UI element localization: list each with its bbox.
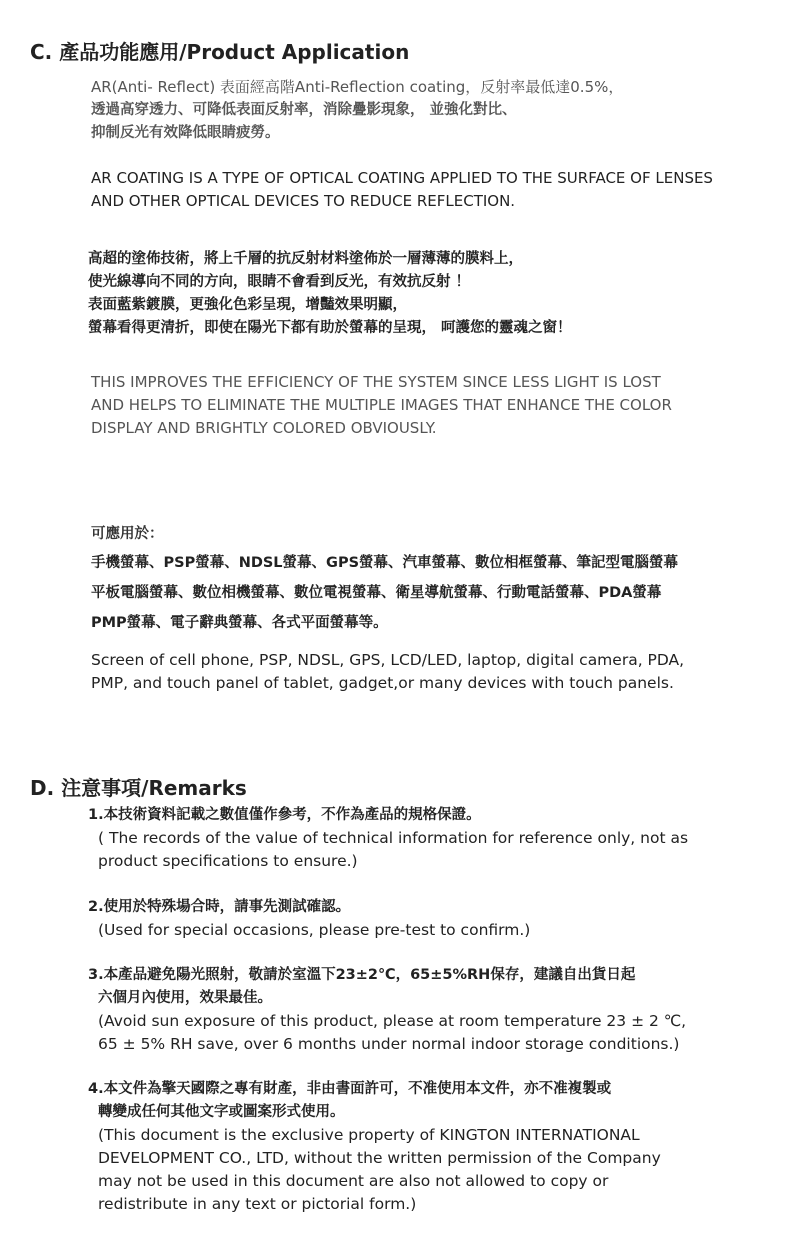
remark-en-line: 65 ± 5% RH save, over 6 months under normal indoor storage conditions.) bbox=[98, 1035, 680, 1053]
remark-en-line: ( The records of the value of technical information for reference only, not as bbox=[98, 829, 689, 847]
intro-zh-paragraph bbox=[91, 76, 623, 145]
applicable-en-paragraph bbox=[91, 649, 684, 695]
applicable-list-line: 平板電腦螢幕、數位相機螢幕、數位電視螢幕、衛星導航螢幕、行動電話螢幕、PDA螢幕 bbox=[91, 585, 662, 601]
tech-zh-line: 螢幕看得更清折，即使在陽光下都有助於螢幕的呈現， 呵護您的靈魂之窗！ bbox=[88, 320, 572, 336]
remark-item-3 bbox=[88, 964, 686, 1056]
tech-en-line: AND HELPS TO ELIMINATE THE MULTIPLE IMAGES THAT ENHANCE THE COLOR bbox=[91, 396, 672, 414]
tech-zh-line: 使光線導向不同的方向，眼睛不會看到反光，有效抗反射 ！ bbox=[88, 274, 471, 290]
remark-en-line: may not be used in this document are also not allowed to copy or bbox=[98, 1172, 609, 1190]
applicable-en-line: Screen of cell phone, PSP, NDSL, GPS, LCD/LED, laptop, digital camera, PDA, bbox=[91, 651, 685, 669]
tech-en-paragraph bbox=[91, 371, 672, 440]
applicable-list-line: PMP螢幕、電子辭典螢幕、各式平面螢幕等。 bbox=[91, 615, 388, 631]
remark-en-line: redistribute in any text or pictorial form.) bbox=[98, 1195, 417, 1213]
intro-en-line: AND OTHER OPTICAL DEVICES TO REDUCE REFLECTION. bbox=[91, 192, 516, 210]
applicable-label: 可應用於： bbox=[91, 526, 164, 542]
remark-en-line: DEVELOPMENT CO., LTD, without the written permission of the Company bbox=[98, 1149, 661, 1167]
applicable-list-line: 手機螢幕、PSP螢幕、NDSL螢幕、GPS螢幕、汽車螢幕、數位相框螢幕、筆記型電腦螢幕 bbox=[91, 555, 679, 571]
remark-item-4 bbox=[88, 1078, 661, 1216]
intro-en-paragraph bbox=[91, 167, 713, 213]
remark-zh-line: 1.本技術資料記載之數值僅作參考，不作為產品的規格保證。 bbox=[88, 807, 481, 823]
intro-zh-line: AR(Anti- Reflect) 表面經高階Anti-Reflection coating，反射率最低達0.5%， bbox=[91, 78, 624, 96]
remark-zh-line: 3.本產品避免陽光照射，敬請於室溫下23±2℃，65±5%RH保存，建議自出貨日起 bbox=[88, 967, 636, 983]
section-c-heading: C. 產品功能應用/Product Application bbox=[30, 40, 410, 64]
remark-zh-line: 2.使用於特殊場合時，請事先測試確認。 bbox=[88, 899, 351, 915]
remark-item-1 bbox=[88, 804, 688, 873]
applicable-en-line: PMP, and touch panel of tablet, gadget,or many devices with touch panels. bbox=[91, 674, 674, 692]
tech-zh-paragraph bbox=[88, 248, 572, 340]
intro-zh-line: 透過高穿透力、可降低表面反射率，消除疊影現象， 並強化對比、 bbox=[91, 102, 517, 118]
remark-zh-line: 六個月內使用，效果最佳。 bbox=[98, 990, 272, 1006]
remark-en-line: (Avoid sun exposure of this product, please at room temperature 23 ± 2 ℃, bbox=[98, 1012, 687, 1030]
tech-en-line: THIS IMPROVES THE EFFICIENCY OF THE SYSTEM SINCE LESS LIGHT IS LOST bbox=[91, 373, 661, 391]
intro-en-line: AR COATING IS A TYPE OF OPTICAL COATING APPLIED TO THE SURFACE OF LENSES bbox=[91, 169, 713, 187]
remark-en-line: (This document is the exclusive property of KINGTON INTERNATIONAL bbox=[98, 1126, 640, 1144]
remark-zh-line: 4.本文件為擎天國際之專有財產，非由書面許可，不准使用本文件，亦不准複製或 bbox=[88, 1081, 612, 1097]
tech-zh-line: 表面藍紫鍍膜，更強化色彩呈現，增豔效果明顯， bbox=[88, 297, 407, 313]
tech-zh-line: 高超的塗佈技術，將上千層的抗反射材料塗佈於一層薄薄的膜料上， bbox=[88, 251, 523, 267]
applicable-list bbox=[91, 548, 678, 638]
remark-item-2 bbox=[88, 896, 530, 942]
remark-en-line: product specifications to ensure.) bbox=[98, 852, 358, 870]
tech-en-line: DISPLAY AND BRIGHTLY COLORED OBVIOUSLY. bbox=[91, 419, 437, 437]
remark-zh-line: 轉變成任何其他文字或圖案形式使用。 bbox=[98, 1104, 345, 1120]
section-d-heading: D. 注意事項/Remarks bbox=[30, 776, 247, 800]
intro-zh-line: 抑制反光有效降低眼睛疲勞。 bbox=[91, 125, 280, 141]
remark-en-line: (Used for special occasions, please pre-test to confirm.) bbox=[98, 921, 531, 939]
